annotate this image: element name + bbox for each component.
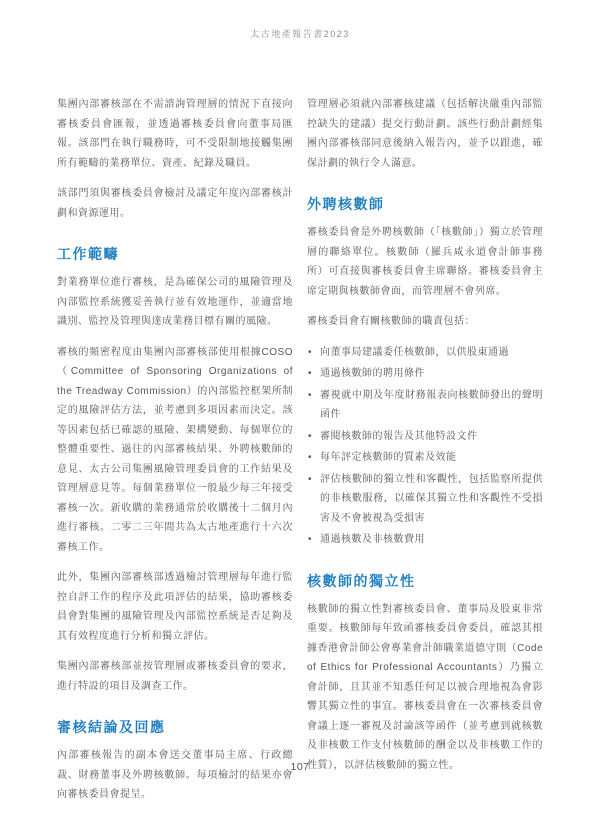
list-item-text: 通過核數師的聘用條件 [320,368,425,379]
bullet-icon: • [308,534,313,545]
page-number: 107 [290,761,310,773]
bullet-icon: • [308,473,313,485]
list-item-annual-assessment [307,448,543,468]
paragraph-audit-frequency-coso: 審核的頻密程度由集團內部審核部使用根據COSO（Committee of Sponsoring Organizations of the Treadway Commission）的內部監控框架所制定的風險評估方法，並考慮到多項因素而決定。該等因素包括已確認的風險、架構變動、每個單位的整體重要性、過往的內部審核結果、外聘核數師的意見、太古公司集團風險管理委員會的工作結果及管理層意見等。每個業務單位一般最少每三年接受審核一次。新收購的業務通常於收購後十二個月內進行審核。二零二三年間共為太古地產進行十六次審核工作。 [57,346,293,553]
list-item-representation-letters [307,386,543,425]
section-heading-work-scope: 工作範疇 [57,246,119,262]
paragraph-adhoc-projects: 集團內部審核部並按管理層或審核委員會的要求，進行特設的項目及調查工作。 [57,661,293,692]
auditor-duties-list [307,343,543,550]
bullet-icon: • [308,389,313,401]
list-item-text: 通過核數及非核數費用 [320,534,425,545]
section-heading-audit-conclusions: 審核結論及回應 [57,719,166,735]
paragraph-internal-audit-reporting: 集團內部審核部在不需諮詢管理層的情況下直接向審核委員會匯報，並透過審核委員會向董事局匯報。該部門在執行職務時，可不受限制地接觸集團所有範疇的業務單位、資產、紀錄及職員。 [57,99,293,169]
list-item-approve-fees [307,530,543,550]
list-item-recommend-appointment [307,343,543,363]
bullet-icon: • [308,346,313,358]
paragraph-audit-purpose: 對業務單位進行審核，是為確保公司的風險管理及內部監控系統獲妥善執行並有效地運作，並適當地識別、監控及管理與達成業務目標有關的風險。 [57,277,293,327]
bullet-icon: • [308,452,313,463]
right-column [307,95,543,814]
list-item-text: 評估核數師的獨立性和客觀性，包括監察所提供的非核數服務，以確保其獨立性和客觀性不受損害及不會被視為受損害 [320,473,543,524]
bullet-icon: • [308,430,313,442]
section-heading-auditor-independence: 核數師的獨立性 [307,572,416,589]
list-item-engagement-terms [307,364,543,384]
paragraph-independence-confirmation: 核數師的獨立性對審核委員會、董事局及股東非常重要。核數師每年致函審核委員會委員，確認其根據香港會計師公會專業會計師職業道德守則（Code of Ethics for Professional Accountants）乃獨立會計師，且其並不知悉任何足以被合理地視為會影響其獨立性的事宜。審核委員會在一次審核委員會會議上逐一審視及討論該等函件（並考慮到就核數及非核數工作支付核數師的酬金以及非核數工作的性質），以評估核數師的獨立性。 [307,603,543,771]
list-item-text: 審閱核數師的報告及其他特設文件 [320,430,478,442]
list-item-text: 向董事局建議委任核數師，以供股東通過 [320,346,509,358]
paragraph-control-self-assessment: 此外，集團內部審核部透過檢討管理層每年進行監控自評工作的程序及此項評估的結果，協助審核委員會對集團的風險管理及內部監控系統是否足夠及其有效程度進行分析和獨立評估。 [57,572,293,642]
list-item-review-reports [307,427,543,447]
paragraph-report-distribution: 內部審核報告的副本會送交董事局主席、行政總裁、財務董事及外聘核數師。每項檢討的結果亦會向審核委員會提呈。 [57,750,293,800]
list-item-text: 審視就中期及年度財務報表向核數師發出的聲明函件 [320,389,543,420]
left-column [57,95,293,814]
paragraph-auditor-liaison: 審核委員會是外聘核數師（「核數師」）獨立於管理層的聯絡單位。核數師（羅兵咸永道會計師事務所）可直接與審核委員會主席聯絡。審核委員會主席定期與核數師會面，而管理層不會列席。 [307,227,543,297]
list-item-independence-objectivity [307,470,543,529]
section-heading-external-auditors: 外聘核數師 [307,196,385,212]
bullet-icon: • [308,368,313,379]
paragraph-management-action-plans: 管理層必須就內部審核建議（包括解決嚴重內部監控缺失的建議）提交行動計劃。該些行動計劃經集團內部審核部同意後納入報告內，並予以跟進，確保計劃的執行令人滿意。 [307,99,543,169]
content-columns [57,95,543,814]
list-item-text: 每年評定核數師的質素及效能 [320,452,457,463]
paragraph-duties-intro: 審核委員會有關核數師的職責包括： [307,316,475,327]
page-header-title: 太古地產報告書2023 [250,29,350,39]
paragraph-annual-audit-plan: 該部門須與審核委員會檢討及議定年度內部審核計劃和資源運用。 [57,188,293,219]
